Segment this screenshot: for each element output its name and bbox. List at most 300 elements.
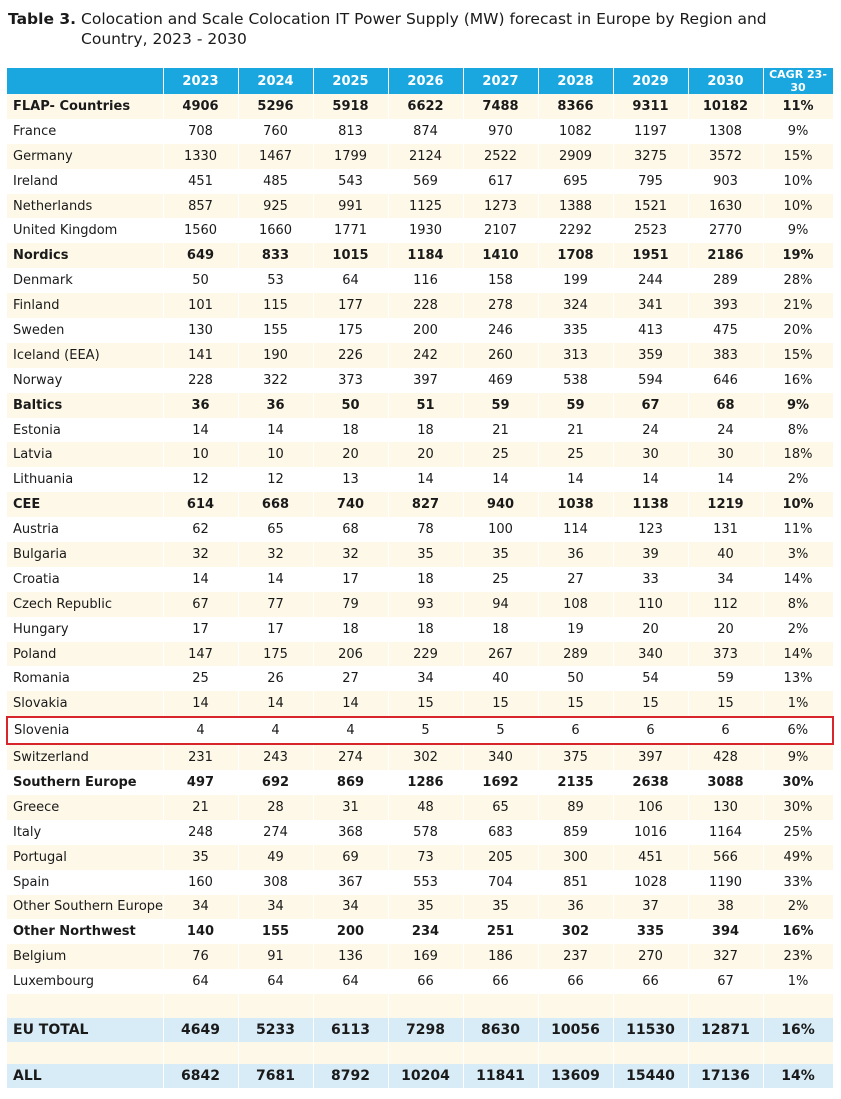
value-cell: 1028 — [613, 870, 688, 895]
value-cell: 131 — [688, 517, 763, 542]
value-cell: 175 — [238, 642, 313, 667]
value-cell: 64 — [313, 268, 388, 293]
value-cell: 17 — [163, 617, 238, 642]
row-label: France — [7, 119, 163, 144]
region-row — [7, 492, 833, 517]
value-cell: 34 — [388, 666, 463, 691]
value-cell: 68 — [313, 517, 388, 542]
table-row — [7, 642, 833, 667]
value-cell: 2770 — [688, 218, 763, 243]
spacer-cell — [763, 994, 833, 1018]
spacer-cell — [463, 1042, 538, 1064]
table-row — [7, 691, 833, 717]
value-cell: 578 — [388, 820, 463, 845]
value-cell: 15 — [463, 691, 538, 717]
value-cell: 485 — [238, 169, 313, 194]
value-cell: 234 — [388, 919, 463, 944]
row-label: Hungary — [7, 617, 163, 642]
value-cell: 497 — [163, 770, 238, 795]
value-cell: 8792 — [313, 1064, 388, 1088]
cagr-cell: 20% — [763, 318, 833, 343]
spacer-cell — [163, 1042, 238, 1064]
cagr-cell: 8% — [763, 418, 833, 443]
value-cell: 553 — [388, 870, 463, 895]
value-cell: 19 — [538, 617, 613, 642]
value-cell: 34 — [688, 567, 763, 592]
value-cell: 341 — [613, 293, 688, 318]
region-row — [7, 94, 833, 119]
header-2029: 2029 — [613, 68, 688, 94]
value-cell: 14 — [388, 467, 463, 492]
spacer-cell — [163, 994, 238, 1018]
value-cell: 11530 — [613, 1018, 688, 1042]
value-cell: 383 — [688, 343, 763, 368]
value-cell: 106 — [613, 795, 688, 820]
value-cell: 35 — [388, 542, 463, 567]
cagr-cell: 11% — [763, 94, 833, 119]
cagr-cell: 10% — [763, 194, 833, 219]
value-cell: 335 — [538, 318, 613, 343]
row-label: Finland — [7, 293, 163, 318]
value-cell: 393 — [688, 293, 763, 318]
value-cell: 242 — [388, 343, 463, 368]
value-cell: 313 — [538, 343, 613, 368]
value-cell: 4 — [238, 717, 313, 744]
row-label: EU TOTAL — [7, 1018, 163, 1042]
value-cell: 231 — [163, 744, 238, 770]
value-cell: 1015 — [313, 243, 388, 268]
spacer-cell — [763, 1042, 833, 1064]
value-cell: 428 — [688, 744, 763, 770]
row-label: United Kingdom — [7, 218, 163, 243]
value-cell: 543 — [313, 169, 388, 194]
value-cell: 37 — [613, 895, 688, 920]
value-cell: 614 — [163, 492, 238, 517]
value-cell: 108 — [538, 592, 613, 617]
header-2030: 2030 — [688, 68, 763, 94]
value-cell: 368 — [313, 820, 388, 845]
row-label: Luxembourg — [7, 969, 163, 994]
row-label: Portugal — [7, 845, 163, 870]
value-cell: 114 — [538, 517, 613, 542]
value-cell: 66 — [613, 969, 688, 994]
value-cell: 903 — [688, 169, 763, 194]
value-cell: 50 — [538, 666, 613, 691]
value-cell: 469 — [463, 368, 538, 393]
spacer-row — [7, 1042, 833, 1064]
value-cell: 1708 — [538, 243, 613, 268]
value-cell: 205 — [463, 845, 538, 870]
value-cell: 35 — [388, 895, 463, 920]
value-cell: 740 — [313, 492, 388, 517]
value-cell: 34 — [163, 895, 238, 920]
table-row — [7, 368, 833, 393]
value-cell: 141 — [163, 343, 238, 368]
table-row — [7, 293, 833, 318]
table-row — [7, 944, 833, 969]
data-table — [6, 68, 834, 1088]
value-cell: 169 — [388, 944, 463, 969]
value-cell: 14 — [163, 418, 238, 443]
cagr-cell: 33% — [763, 870, 833, 895]
table-row — [7, 820, 833, 845]
row-label: Switzerland — [7, 744, 163, 770]
value-cell: 1138 — [613, 492, 688, 517]
value-cell: 1951 — [613, 243, 688, 268]
value-cell: 2135 — [538, 770, 613, 795]
value-cell: 78 — [388, 517, 463, 542]
spacer-cell — [313, 1042, 388, 1064]
cagr-cell: 30% — [763, 770, 833, 795]
value-cell: 4649 — [163, 1018, 238, 1042]
cagr-cell: 2% — [763, 895, 833, 920]
value-cell: 12 — [238, 467, 313, 492]
value-cell: 91 — [238, 944, 313, 969]
value-cell: 147 — [163, 642, 238, 667]
value-cell: 18 — [463, 617, 538, 642]
value-cell: 67 — [688, 969, 763, 994]
value-cell: 228 — [163, 368, 238, 393]
value-cell: 7488 — [463, 94, 538, 119]
value-cell: 27 — [313, 666, 388, 691]
value-cell: 302 — [388, 744, 463, 770]
value-cell: 340 — [463, 744, 538, 770]
value-cell: 2186 — [688, 243, 763, 268]
value-cell: 375 — [538, 744, 613, 770]
row-label: Netherlands — [7, 194, 163, 219]
table-title: Colocation and Scale Colocation IT Power Supply (MW) forecast in Europe by Region and Country, 2023 - 2030 — [81, 10, 767, 48]
row-label: Other Northwest — [7, 919, 163, 944]
value-cell: 25 — [463, 567, 538, 592]
row-label: Nordics — [7, 243, 163, 268]
value-cell: 827 — [388, 492, 463, 517]
value-cell: 683 — [463, 820, 538, 845]
value-cell: 373 — [688, 642, 763, 667]
value-cell: 20 — [388, 442, 463, 467]
value-cell: 21 — [538, 418, 613, 443]
value-cell: 39 — [613, 542, 688, 567]
value-cell: 7298 — [388, 1018, 463, 1042]
value-cell: 40 — [688, 542, 763, 567]
spacer-cell — [538, 1042, 613, 1064]
value-cell: 35 — [463, 542, 538, 567]
value-cell: 760 — [238, 119, 313, 144]
row-label: FLAP- Countries — [7, 94, 163, 119]
value-cell: 5296 — [238, 94, 313, 119]
value-cell: 8366 — [538, 94, 613, 119]
value-cell: 397 — [388, 368, 463, 393]
cagr-cell: 30% — [763, 795, 833, 820]
value-cell: 69 — [313, 845, 388, 870]
header-2026: 2026 — [388, 68, 463, 94]
cagr-cell: 23% — [763, 944, 833, 969]
value-cell: 3275 — [613, 144, 688, 169]
value-cell: 274 — [313, 744, 388, 770]
cagr-cell: 9% — [763, 393, 833, 418]
spacer-cell — [613, 1042, 688, 1064]
table-number: Table 3. — [8, 10, 77, 28]
value-cell: 76 — [163, 944, 238, 969]
value-cell: 30 — [688, 442, 763, 467]
value-cell: 692 — [238, 770, 313, 795]
row-label: Germany — [7, 144, 163, 169]
spacer-cell — [688, 994, 763, 1018]
value-cell: 66 — [463, 969, 538, 994]
value-cell: 6 — [538, 717, 613, 744]
row-label: Norway — [7, 368, 163, 393]
cagr-cell: 15% — [763, 343, 833, 368]
value-cell: 32 — [313, 542, 388, 567]
value-cell: 10182 — [688, 94, 763, 119]
value-cell: 123 — [613, 517, 688, 542]
value-cell: 833 — [238, 243, 313, 268]
value-cell: 34 — [238, 895, 313, 920]
value-cell: 243 — [238, 744, 313, 770]
value-cell: 229 — [388, 642, 463, 667]
value-cell: 451 — [613, 845, 688, 870]
value-cell: 24 — [613, 418, 688, 443]
cagr-cell: 10% — [763, 169, 833, 194]
value-cell: 100 — [463, 517, 538, 542]
value-cell: 7681 — [238, 1064, 313, 1088]
value-cell: 77 — [238, 592, 313, 617]
table-row — [7, 144, 833, 169]
cagr-cell: 1% — [763, 691, 833, 717]
value-cell: 31 — [313, 795, 388, 820]
value-cell: 6 — [688, 717, 763, 744]
value-cell: 2522 — [463, 144, 538, 169]
value-cell: 795 — [613, 169, 688, 194]
value-cell: 4906 — [163, 94, 238, 119]
spacer-cell — [7, 994, 163, 1018]
value-cell: 50 — [163, 268, 238, 293]
value-cell: 246 — [463, 318, 538, 343]
header-blank — [7, 68, 163, 94]
value-cell: 2909 — [538, 144, 613, 169]
value-cell: 2638 — [613, 770, 688, 795]
value-cell: 6113 — [313, 1018, 388, 1042]
value-cell: 1930 — [388, 218, 463, 243]
cagr-cell: 15% — [763, 144, 833, 169]
value-cell: 2292 — [538, 218, 613, 243]
value-cell: 18 — [313, 617, 388, 642]
value-cell: 94 — [463, 592, 538, 617]
value-cell: 1164 — [688, 820, 763, 845]
cagr-cell: 8% — [763, 592, 833, 617]
value-cell: 36 — [238, 393, 313, 418]
value-cell: 925 — [238, 194, 313, 219]
value-cell: 335 — [613, 919, 688, 944]
cagr-cell: 6% — [763, 717, 833, 744]
value-cell: 25 — [538, 442, 613, 467]
value-cell: 5 — [388, 717, 463, 744]
value-cell: 155 — [238, 318, 313, 343]
value-cell: 11841 — [463, 1064, 538, 1088]
value-cell: 274 — [238, 820, 313, 845]
value-cell: 1521 — [613, 194, 688, 219]
value-cell: 199 — [538, 268, 613, 293]
row-label: Spain — [7, 870, 163, 895]
value-cell: 17 — [238, 617, 313, 642]
cagr-cell: 14% — [763, 1064, 833, 1088]
value-cell: 857 — [163, 194, 238, 219]
value-cell: 5233 — [238, 1018, 313, 1042]
spacer-cell — [238, 1042, 313, 1064]
value-cell: 65 — [238, 517, 313, 542]
value-cell: 50 — [313, 393, 388, 418]
value-cell: 226 — [313, 343, 388, 368]
value-cell: 12 — [163, 467, 238, 492]
header-2023: 2023 — [163, 68, 238, 94]
value-cell: 15440 — [613, 1064, 688, 1088]
value-cell: 110 — [613, 592, 688, 617]
cagr-cell: 13% — [763, 666, 833, 691]
value-cell: 101 — [163, 293, 238, 318]
row-label: Poland — [7, 642, 163, 667]
value-cell: 1125 — [388, 194, 463, 219]
row-label: Southern Europe — [7, 770, 163, 795]
value-cell: 859 — [538, 820, 613, 845]
value-cell: 1660 — [238, 218, 313, 243]
table-caption — [8, 9, 828, 49]
value-cell: 15 — [538, 691, 613, 717]
value-cell: 394 — [688, 919, 763, 944]
value-cell: 66 — [388, 969, 463, 994]
cagr-cell: 11% — [763, 517, 833, 542]
value-cell: 1190 — [688, 870, 763, 895]
value-cell: 64 — [163, 969, 238, 994]
spacer-cell — [688, 1042, 763, 1064]
value-cell: 130 — [163, 318, 238, 343]
header-cagr: CAGR 23-30 — [763, 68, 833, 94]
all-total-row — [7, 1064, 833, 1088]
row-label: Austria — [7, 517, 163, 542]
value-cell: 14 — [163, 691, 238, 717]
value-cell: 48 — [388, 795, 463, 820]
value-cell: 373 — [313, 368, 388, 393]
value-cell: 695 — [538, 169, 613, 194]
value-cell: 1630 — [688, 194, 763, 219]
value-cell: 289 — [688, 268, 763, 293]
table-row — [7, 119, 833, 144]
value-cell: 18 — [388, 418, 463, 443]
cagr-cell: 3% — [763, 542, 833, 567]
value-cell: 21 — [463, 418, 538, 443]
spacer-cell — [463, 994, 538, 1018]
value-cell: 64 — [313, 969, 388, 994]
cagr-cell: 49% — [763, 845, 833, 870]
value-cell: 566 — [688, 845, 763, 870]
value-cell: 1197 — [613, 119, 688, 144]
header-row — [7, 68, 833, 94]
value-cell: 649 — [163, 243, 238, 268]
spacer-cell — [238, 994, 313, 1018]
value-cell: 13609 — [538, 1064, 613, 1088]
value-cell: 594 — [613, 368, 688, 393]
value-cell: 704 — [463, 870, 538, 895]
value-cell: 1330 — [163, 144, 238, 169]
value-cell: 451 — [163, 169, 238, 194]
value-cell: 6842 — [163, 1064, 238, 1088]
value-cell: 12871 — [688, 1018, 763, 1042]
value-cell: 20 — [313, 442, 388, 467]
spacer-cell — [7, 1042, 163, 1064]
value-cell: 475 — [688, 318, 763, 343]
value-cell: 20 — [688, 617, 763, 642]
row-label: Belgium — [7, 944, 163, 969]
value-cell: 68 — [688, 393, 763, 418]
cagr-cell: 14% — [763, 642, 833, 667]
header-2028: 2028 — [538, 68, 613, 94]
value-cell: 617 — [463, 169, 538, 194]
row-label: Baltics — [7, 393, 163, 418]
row-label: ALL — [7, 1064, 163, 1088]
cagr-cell: 9% — [763, 119, 833, 144]
value-cell: 62 — [163, 517, 238, 542]
value-cell: 10 — [163, 442, 238, 467]
value-cell: 874 — [388, 119, 463, 144]
value-cell: 1273 — [463, 194, 538, 219]
value-cell: 359 — [613, 343, 688, 368]
value-cell: 190 — [238, 343, 313, 368]
value-cell: 140 — [163, 919, 238, 944]
value-cell: 991 — [313, 194, 388, 219]
value-cell: 18 — [313, 418, 388, 443]
spacer-cell — [538, 994, 613, 1018]
value-cell: 112 — [688, 592, 763, 617]
value-cell: 251 — [463, 919, 538, 944]
value-cell: 24 — [688, 418, 763, 443]
value-cell: 260 — [463, 343, 538, 368]
value-cell: 14 — [238, 418, 313, 443]
value-cell: 17 — [313, 567, 388, 592]
table-row — [7, 218, 833, 243]
table-row — [7, 969, 833, 994]
value-cell: 668 — [238, 492, 313, 517]
row-label: CEE — [7, 492, 163, 517]
value-cell: 940 — [463, 492, 538, 517]
value-cell: 8630 — [463, 1018, 538, 1042]
value-cell: 115 — [238, 293, 313, 318]
row-label: Denmark — [7, 268, 163, 293]
value-cell: 6 — [613, 717, 688, 744]
region-row — [7, 243, 833, 268]
value-cell: 1184 — [388, 243, 463, 268]
value-cell: 160 — [163, 870, 238, 895]
value-cell: 2124 — [388, 144, 463, 169]
value-cell: 6622 — [388, 94, 463, 119]
value-cell: 397 — [613, 744, 688, 770]
spacer-row — [7, 994, 833, 1018]
value-cell: 14 — [163, 567, 238, 592]
value-cell: 136 — [313, 944, 388, 969]
row-label: Sweden — [7, 318, 163, 343]
value-cell: 14 — [463, 467, 538, 492]
value-cell: 206 — [313, 642, 388, 667]
value-cell: 34 — [313, 895, 388, 920]
row-label: Bulgaria — [7, 542, 163, 567]
row-label: Estonia — [7, 418, 163, 443]
value-cell: 708 — [163, 119, 238, 144]
cagr-cell: 9% — [763, 218, 833, 243]
value-cell: 64 — [238, 969, 313, 994]
value-cell: 40 — [463, 666, 538, 691]
value-cell: 18 — [388, 617, 463, 642]
value-cell: 237 — [538, 944, 613, 969]
value-cell: 308 — [238, 870, 313, 895]
table-row — [7, 567, 833, 592]
value-cell: 155 — [238, 919, 313, 944]
